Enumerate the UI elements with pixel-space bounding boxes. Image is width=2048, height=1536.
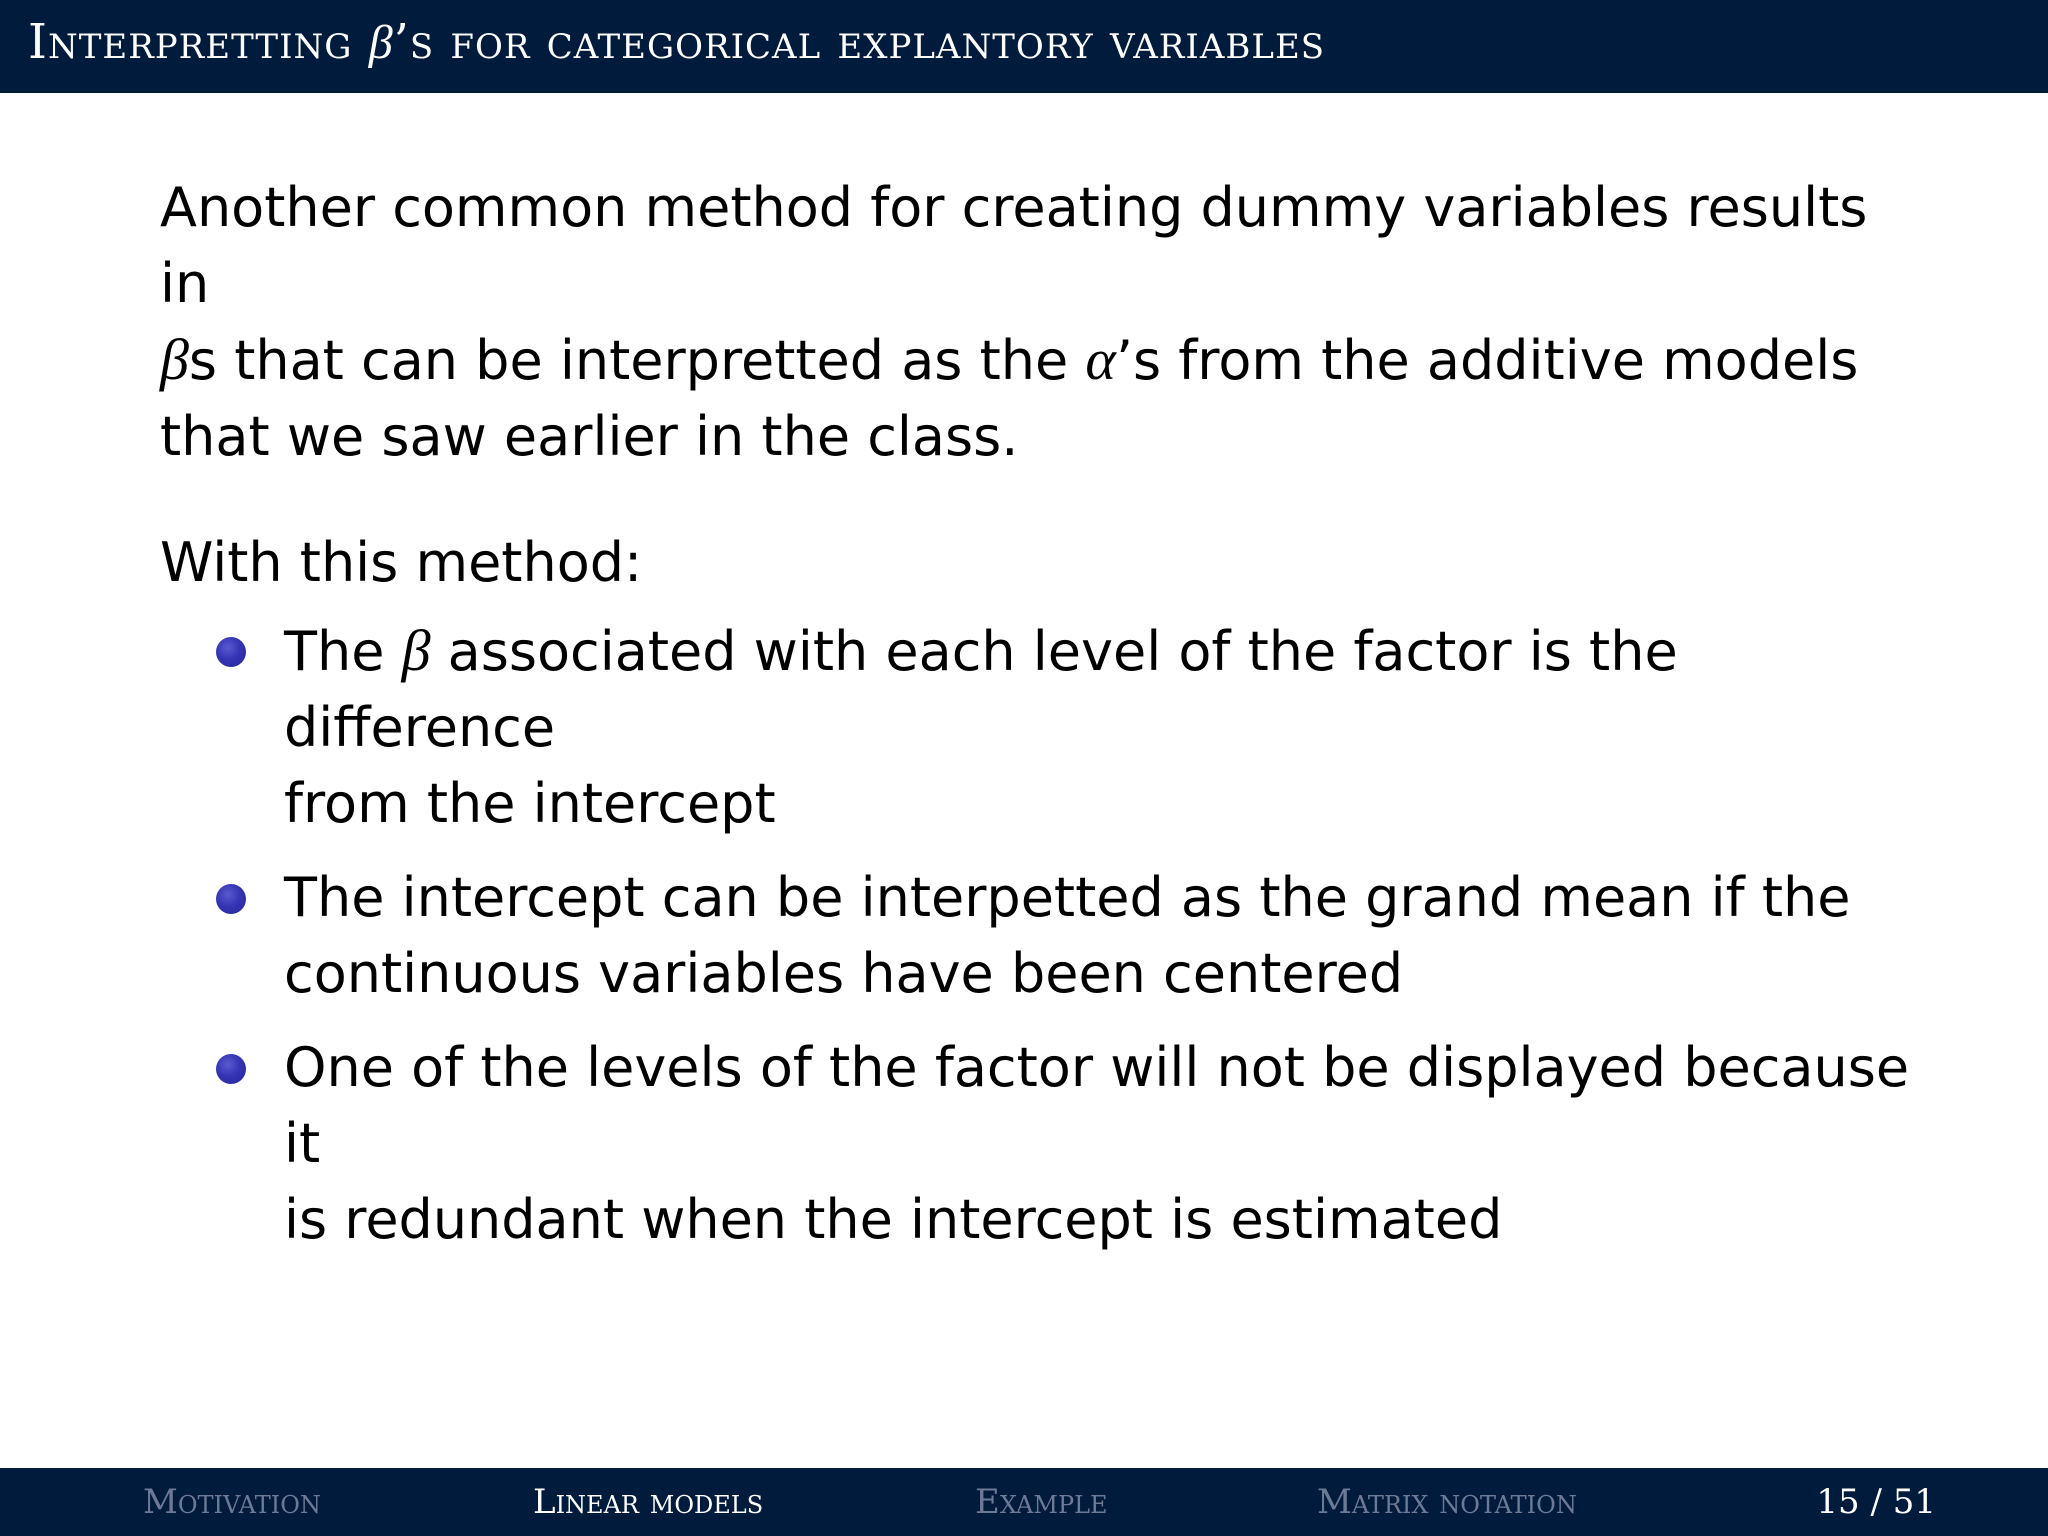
footer-navigation-bar — [0, 1468, 2048, 1536]
bullet-1-pre: The — [284, 620, 402, 683]
bullet-3-line-2: is redundant when the intercept is estimated — [284, 1188, 1503, 1251]
nav-section-motivation[interactable]: Motivation — [143, 1482, 321, 1522]
nav-section-matrix-notation[interactable]: Matrix notation — [1317, 1482, 1577, 1522]
bullet-1-line-2: from the intercept — [284, 772, 776, 835]
slide-title — [28, 4, 1325, 80]
intro-line-3: that we saw earlier in the class. — [160, 405, 1019, 468]
with-method-heading: With this method: — [160, 531, 643, 594]
intro-alpha-symbol: α — [1085, 327, 1116, 392]
bullet-item — [160, 1030, 1920, 1258]
intro-line-2-end: ’s from the additive models — [1115, 329, 1859, 392]
intro-beta-symbol: β — [160, 327, 189, 392]
bullet-text — [284, 866, 1850, 1005]
nav-section-linear-models[interactable]: Linear models — [533, 1482, 764, 1522]
bullet-text — [284, 1036, 1909, 1251]
bullet-dot-icon — [216, 637, 246, 667]
intro-line-1: Another common method for creating dummy variables results in — [160, 176, 1868, 315]
bullet-3-line-1: One of the levels of the factor will not be displayed because it — [284, 1036, 1910, 1175]
title-prefix: Interpretting — [28, 14, 369, 70]
bullet-item — [160, 860, 1920, 1012]
intro-paragraph — [160, 170, 1920, 475]
page-number: 15 / 51 — [1816, 1482, 1936, 1522]
intro-line-2-mid: s that can be interpretted as the — [188, 329, 1086, 392]
bullet-2-line-1: The intercept can be interpetted as the grand mean if the — [284, 866, 1851, 929]
bullet-1-line-1-rest: associated with each level of the factor is the difference — [284, 620, 1678, 759]
title-bar — [0, 0, 2048, 93]
bullet-dot-icon — [216, 1054, 246, 1084]
bullet-dot-icon — [216, 884, 246, 914]
bullet-1-beta-symbol: β — [401, 618, 431, 683]
bullet-list — [160, 613, 1920, 1258]
bullet-2-line-2: continuous variables have been centered — [284, 942, 1404, 1005]
nav-section-example[interactable]: Example — [975, 1482, 1108, 1522]
bullet-text — [284, 620, 1678, 835]
slide-content — [160, 170, 1920, 1276]
title-beta-symbol: β — [368, 16, 394, 69]
bullet-item — [160, 613, 1920, 842]
title-suffix: ’s for categorical explantory variables — [393, 14, 1326, 70]
